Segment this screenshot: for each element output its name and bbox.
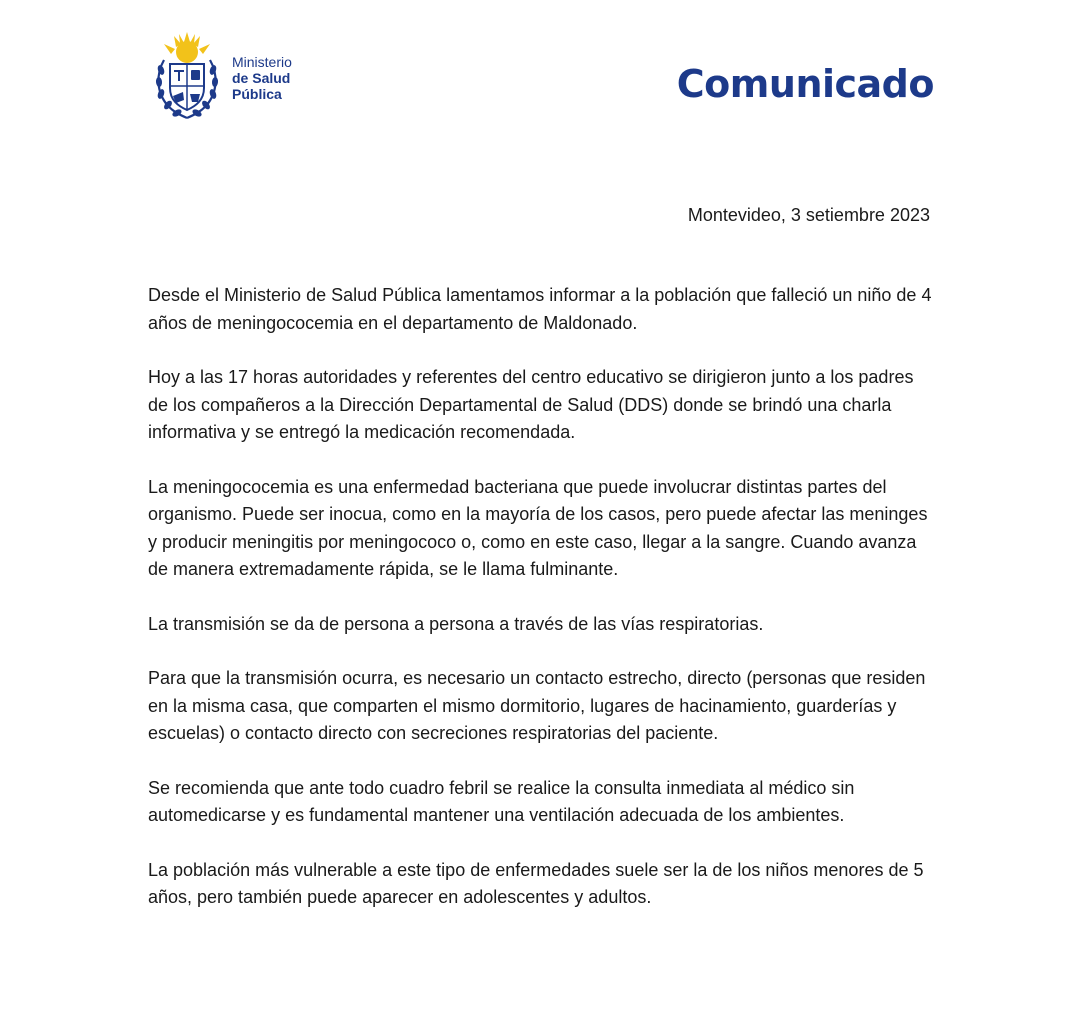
dateline: Montevideo, 3 setiembre 2023 <box>687 205 930 225</box>
paragraph-5: Para que la transmisión ocurra, es necesario un contacto estrecho, directo (personas que residen en la misma casa, que comparten el mismo dormitorio, lugares de hacinamiento, guarderías y escuelas) o contacto directo con secreciones respiratorias del paciente. <box>148 668 926 743</box>
document-type-title: Comunicado <box>676 62 934 106</box>
paragraph-7: La población más vulnerable a este tipo de enfermedades suele ser la de los niños menores de 5 años, pero también puede aparecer en adolescentes y adultos. <box>148 859 924 907</box>
paragraph-2: Hoy a las 17 horas autoridades y referentes del centro educativo se dirigieron junto a los padres de los compañeros a la Dirección Departamental de Salud (DDS) donde se brindó una charla informativa y se entregó la medicación recomendada. <box>148 367 914 442</box>
coat-of-arms-icon <box>150 30 224 122</box>
ministry-name-line-2: de Salud <box>232 70 291 86</box>
paragraph-3: La meningococemia es una enfermedad bacteriana que puede involucrar distintas partes del organismo. Puede ser inocua, como en la mayoría de los casos, pero puede afectar las meninges y producir meningitis por meningococo o, como en este caso, llegar a la sangre. Cuando avanza de manera extremadamente rápida, se le llama fulminante. <box>148 476 928 579</box>
paragraph-4: La transmisión se da de persona a persona a través de las vías respiratorias. <box>148 613 764 634</box>
paragraph-1: Desde el Ministerio de Salud Pública lamentamos informar a la población que falleció un niño de 4 años de meningococemia en el departamento de Maldonado. <box>148 285 932 333</box>
paragraph-6: Se recomienda que ante todo cuadro febril se realice la consulta inmediata al médico sin automedicarse y es fundamental mantener una ventilación adecuada de los ambientes. <box>148 777 855 825</box>
ministry-name-line-3: Pública <box>232 86 282 102</box>
press-release-body <box>148 282 938 939</box>
ministry-name <box>232 54 292 102</box>
letterhead <box>0 0 1080 140</box>
ministry-name-line-1: Ministerio <box>232 54 292 70</box>
ministry-logo <box>150 30 292 122</box>
